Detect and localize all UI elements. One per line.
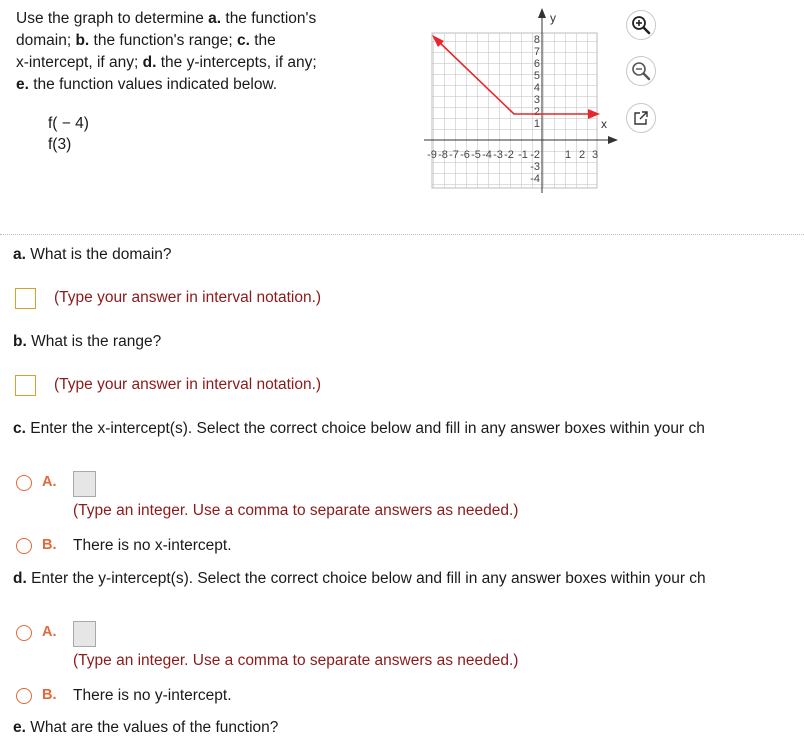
y-tick-label: -4 bbox=[530, 173, 540, 185]
y-tick-label: 2 bbox=[533, 106, 540, 118]
popout-icon bbox=[633, 110, 649, 126]
zoom-in-button[interactable] bbox=[626, 10, 656, 40]
prompt-text: the function's range; bbox=[89, 32, 237, 49]
no-x-intercept-text: There is no x-intercept. bbox=[73, 537, 232, 554]
section-divider bbox=[0, 234, 804, 235]
x-axis-arrow bbox=[608, 136, 618, 144]
choice-letter: B. bbox=[42, 537, 57, 553]
question-e bbox=[13, 719, 278, 737]
function-value-item: f(3) bbox=[48, 136, 72, 153]
x-tick-label: -8 bbox=[438, 149, 448, 161]
prompt-text: x-intercept, if any; bbox=[16, 54, 143, 71]
question-text: What are the values of the function? bbox=[25, 719, 279, 736]
prompt-letter-d: d. bbox=[142, 54, 157, 71]
x-tick-label: -7 bbox=[449, 149, 459, 161]
y-tick-label: 4 bbox=[533, 82, 540, 94]
x-intercept-answer-box[interactable] bbox=[73, 471, 96, 497]
question-a bbox=[13, 246, 172, 264]
function-graph bbox=[422, 8, 622, 198]
prompt-letter-a: a. bbox=[208, 10, 222, 27]
question-d bbox=[13, 570, 706, 588]
y-intercept-answer-box[interactable] bbox=[73, 621, 96, 647]
question-text: What is the range? bbox=[26, 333, 162, 350]
x-tick-label: -9 bbox=[427, 149, 437, 161]
question-text: What is the domain? bbox=[25, 246, 172, 263]
question-text: Enter the x-intercept(s). Select the correct choice below and fill in any answer boxes within your ch bbox=[25, 420, 705, 437]
x-tick-label: 3 bbox=[591, 149, 599, 161]
domain-answer-box[interactable] bbox=[15, 288, 36, 309]
prompt-text: domain; bbox=[16, 32, 76, 49]
domain-hint: (Type your answer in interval notation.) bbox=[54, 289, 322, 306]
y-tick-label: 8 bbox=[533, 34, 540, 46]
range-hint: (Type your answer in interval notation.) bbox=[54, 376, 322, 393]
question-text: Enter the y-intercept(s). Select the correct choice below and fill in any answer boxes within your ch bbox=[26, 570, 706, 587]
question-letter: a. bbox=[13, 246, 26, 263]
y-axis-label: y bbox=[550, 11, 556, 25]
prompt-letter-b: b. bbox=[75, 32, 90, 49]
y-tick-label: 3 bbox=[533, 94, 540, 106]
question-letter: d. bbox=[13, 570, 27, 587]
function-value-item: f( − 4) bbox=[48, 115, 89, 132]
question-letter: b. bbox=[13, 333, 27, 350]
y-tick-label: 1 bbox=[533, 118, 540, 130]
problem-statement bbox=[16, 8, 416, 96]
x-tick-label: 2 bbox=[578, 149, 586, 161]
question-b bbox=[13, 333, 161, 351]
prompt-text: the function values indicated below. bbox=[28, 76, 278, 93]
question-c bbox=[13, 420, 705, 438]
zoom-out-icon bbox=[631, 61, 651, 81]
y-tick-label: -2 bbox=[530, 149, 540, 161]
prompt-text: the bbox=[249, 32, 276, 49]
x-tick-label: -2 bbox=[504, 149, 514, 161]
range-answer-box[interactable] bbox=[15, 375, 36, 396]
choice-letter: A. bbox=[42, 624, 57, 640]
x-tick-label: -4 bbox=[482, 149, 492, 161]
prompt-text: Use the graph to determine bbox=[16, 10, 209, 27]
zoom-out-button[interactable] bbox=[626, 56, 656, 86]
y-intercept-choice-a-radio[interactable] bbox=[16, 625, 32, 641]
y-tick-label: 5 bbox=[533, 70, 540, 82]
x-axis-label: x bbox=[601, 117, 607, 131]
zoom-in-icon bbox=[631, 15, 651, 35]
question-letter: e. bbox=[13, 719, 26, 736]
prompt-letter-c: c. bbox=[236, 32, 250, 49]
prompt-letter-e: e. bbox=[16, 76, 29, 93]
no-y-intercept-text: There is no y-intercept. bbox=[73, 687, 232, 704]
y-tick-label: -3 bbox=[530, 161, 540, 173]
prompt-text: the function's bbox=[221, 10, 317, 27]
choice-letter: B. bbox=[42, 687, 57, 703]
x-intercept-hint: (Type an integer. Use a comma to separate answers as needed.) bbox=[73, 502, 519, 519]
x-tick-label: -6 bbox=[460, 149, 470, 161]
y-tick-label: 7 bbox=[533, 46, 540, 58]
y-intercept-hint: (Type an integer. Use a comma to separate answers as needed.) bbox=[73, 652, 519, 669]
y-tick-label: 6 bbox=[533, 58, 540, 70]
x-intercept-choice-a-radio[interactable] bbox=[16, 475, 32, 491]
x-tick-label: 1 bbox=[564, 149, 572, 161]
y-axis-arrow bbox=[538, 8, 546, 18]
x-tick-label: -5 bbox=[471, 149, 481, 161]
question-letter: c. bbox=[13, 420, 26, 437]
x-intercept-choice-b-radio[interactable] bbox=[16, 538, 32, 554]
x-tick-label: -3 bbox=[493, 149, 503, 161]
popout-button[interactable] bbox=[626, 103, 656, 133]
graph-grid bbox=[432, 33, 597, 188]
choice-letter: A. bbox=[42, 474, 57, 490]
y-intercept-choice-b-radio[interactable] bbox=[16, 688, 32, 704]
prompt-text: the y-intercepts, if any; bbox=[156, 54, 317, 71]
x-tick-label: -1 bbox=[518, 149, 528, 161]
